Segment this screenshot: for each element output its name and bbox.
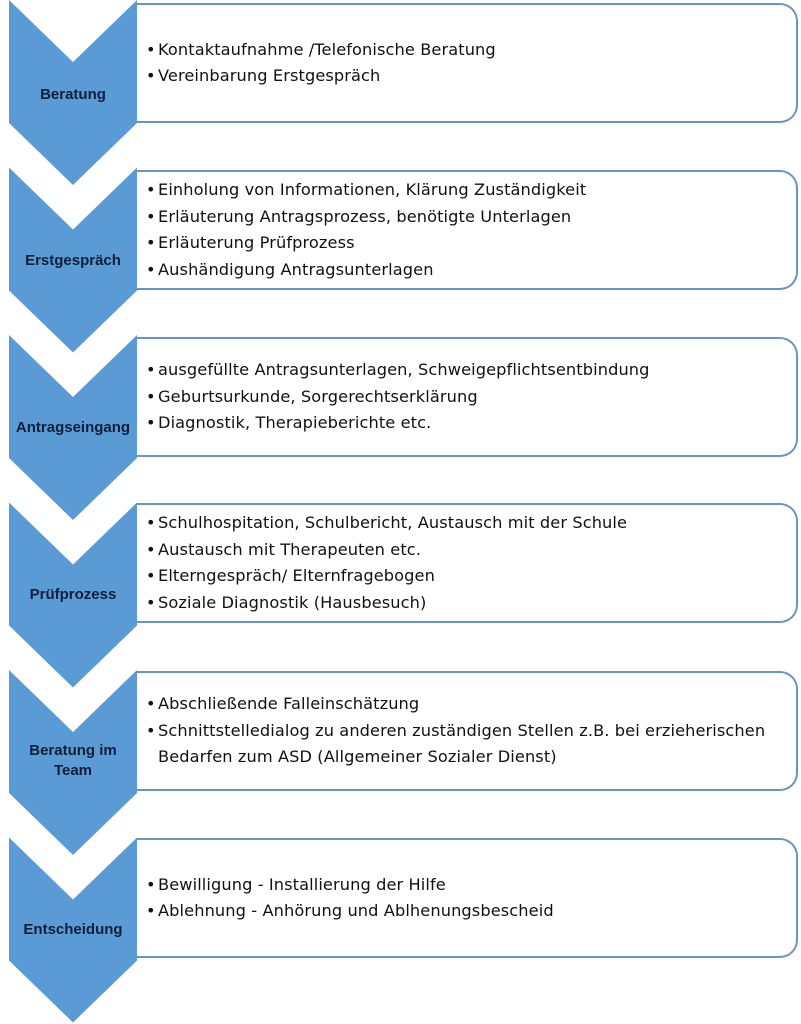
step-item: • Erläuterung Prüfprozess [146, 230, 796, 257]
step-item: • Bewilligung - Installierung der Hilfe [146, 872, 796, 899]
step-box-pruefprozess [137, 503, 798, 623]
step-item: • Diagnostik, Therapieberichte etc. [146, 410, 796, 437]
step-box-entscheidung [137, 838, 798, 958]
step-item: • Geburtsurkunde, Sorgerechtserklärung [146, 384, 796, 411]
step-item-list [146, 177, 796, 283]
step-box-antragseingang [137, 337, 798, 457]
step-item: • Aushändigung Antragsunterlagen [146, 257, 796, 284]
step-item: • Erläuterung Antragsprozess, benötigte Unterlagen [146, 204, 796, 231]
step-item-list [146, 691, 796, 771]
step-item: • Schulhospitation, Schulbericht, Austausch mit der Schule [146, 510, 796, 537]
step-item: • Austausch mit Therapeuten etc. [146, 537, 796, 564]
step-item: • Abschließende Falleinschätzung [146, 691, 796, 718]
step-item: • Elterngespräch/ Elternfragebogen [146, 563, 796, 590]
step-item: • Schnittstelledialog zu anderen zuständigen Stellen z.B. bei erzieherischen Bedarfen zum ASD (Allgemeiner Sozialer Dienst) [146, 718, 796, 771]
step-label-beratung-im-team: Beratung im Team [29, 742, 117, 779]
step-box-beratung-im-team [137, 671, 798, 791]
step-item: • Vereinbarung Erstgespräch [146, 63, 796, 90]
step-label-erstgespraech: Erstgespräch [25, 252, 121, 269]
step-item-list [146, 357, 796, 437]
step-item: • Kontaktaufnahme /Telefonische Beratung [146, 37, 796, 64]
step-box-beratung [137, 3, 798, 123]
step-item-list [146, 872, 796, 925]
step-label-antragseingang: Antragseingang [15, 419, 131, 436]
step-label-entscheidung: Entscheidung [23, 921, 123, 938]
step-item-list [146, 510, 796, 616]
step-label-beratung: Beratung [40, 86, 106, 103]
step-label-pruefprozess: Prüfprozess [29, 586, 117, 603]
step-item: • ausgefüllte Antragsunterlagen, Schweigepflichtsentbindung [146, 357, 796, 384]
step-box-erstgespraech [137, 170, 798, 290]
step-item: • Einholung von Informationen, Klärung Zuständigkeit [146, 177, 796, 204]
step-item: • Ablehnung - Anhörung und Ablhenungsbescheid [146, 898, 796, 925]
step-item-list [146, 37, 796, 90]
step-item: • Soziale Diagnostik (Hausbesuch) [146, 590, 796, 617]
